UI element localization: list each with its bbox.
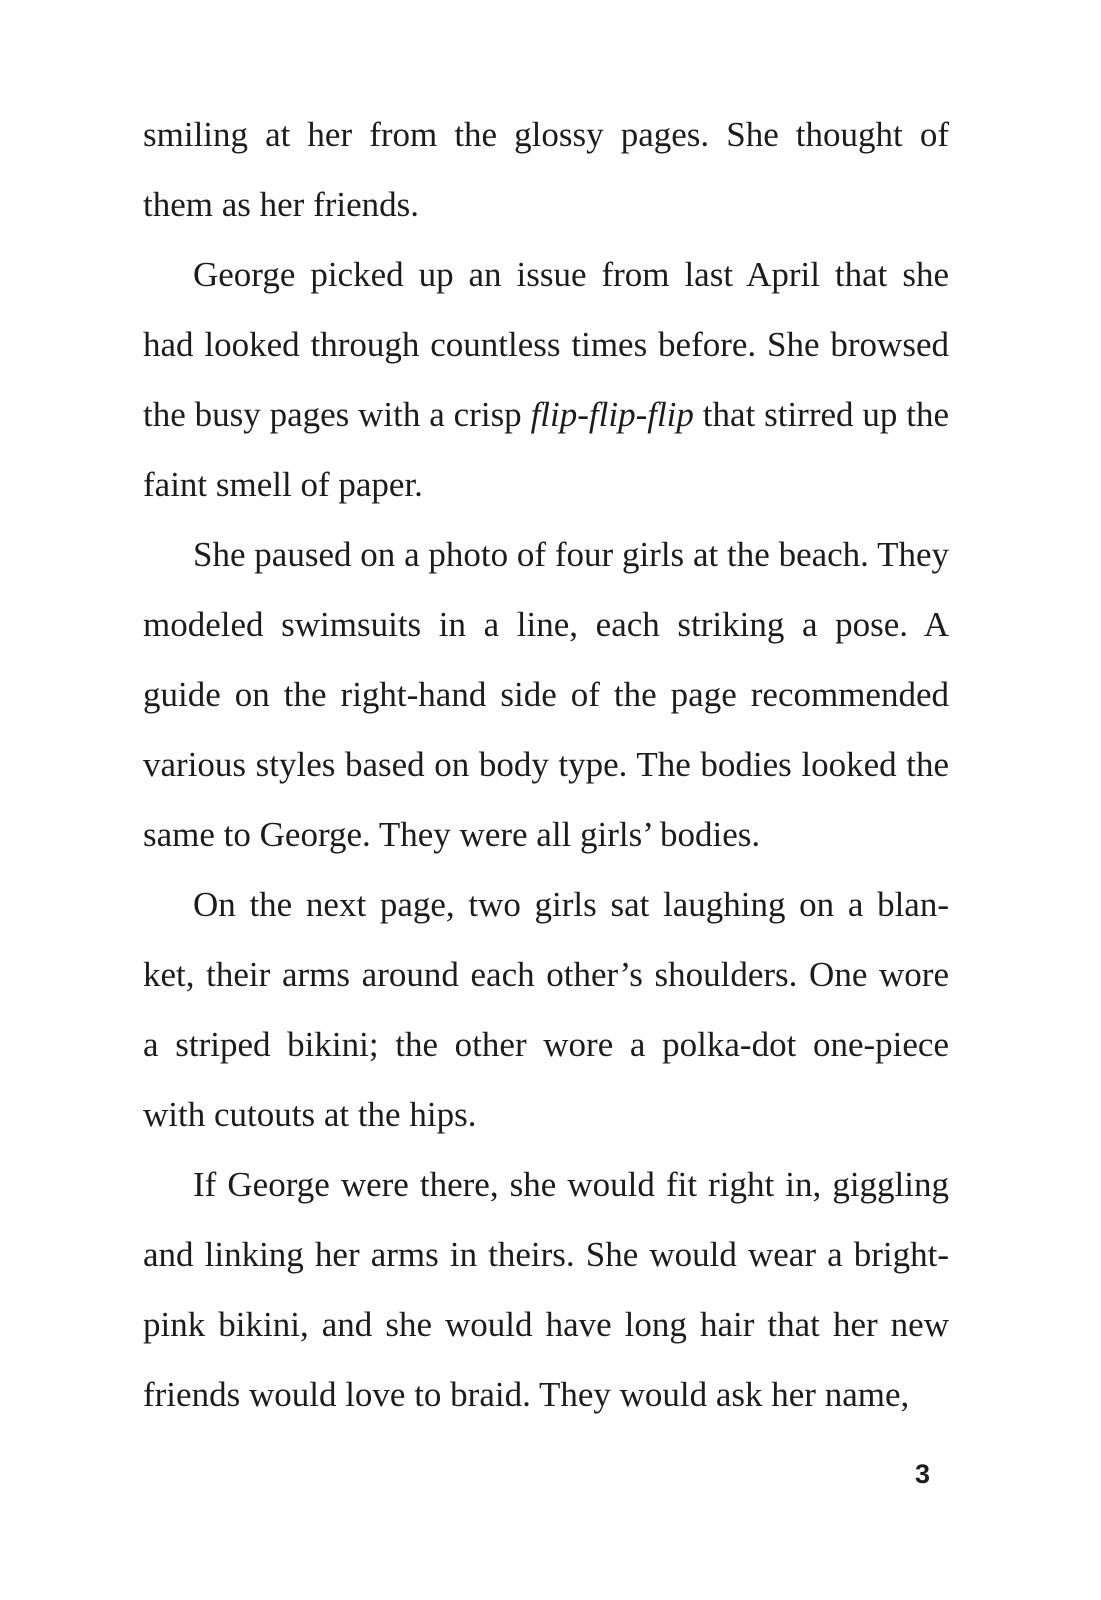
paragraph-3: She paused on a photo of four girls at the beach. They modeled swimsuits in a line, each striking a pose. A guide on the right-hand side of the page recommended various styles based on body type. The bodies looked the same to George. They were all girls’ bodies. (143, 535, 949, 854)
page-number: 3 (914, 1459, 931, 1489)
paragraph-5: If George were there, she would fit right in, giggling and linking her arms in theirs. She would wear a bright-pink bikini, and she would have long hair that her new friends would love to braid. They would ask her name, (143, 1165, 949, 1414)
paragraph-2 (143, 240, 949, 520)
paragraph-2-text-before: George picked up an issue from last April that she had looked through countless times before. She browsed the busy pages with a crisp (143, 255, 949, 434)
paragraph-2-italic-sound: flip-flip-flip (530, 395, 694, 434)
body-text (143, 100, 949, 1430)
paragraph-1: smiling at her from the glossy pages. She thought of them as her friends. (143, 115, 949, 224)
paragraph-2-text-after: that stirred up the faint smell of paper. (143, 395, 950, 504)
paragraph-4: On the next page, two girls sat laughing on a blan-ket, their arms around each other’s shoulders. One wore a striped bikini; the other wore a polka-dot one-piece with cutouts at the hips. (143, 885, 949, 1134)
